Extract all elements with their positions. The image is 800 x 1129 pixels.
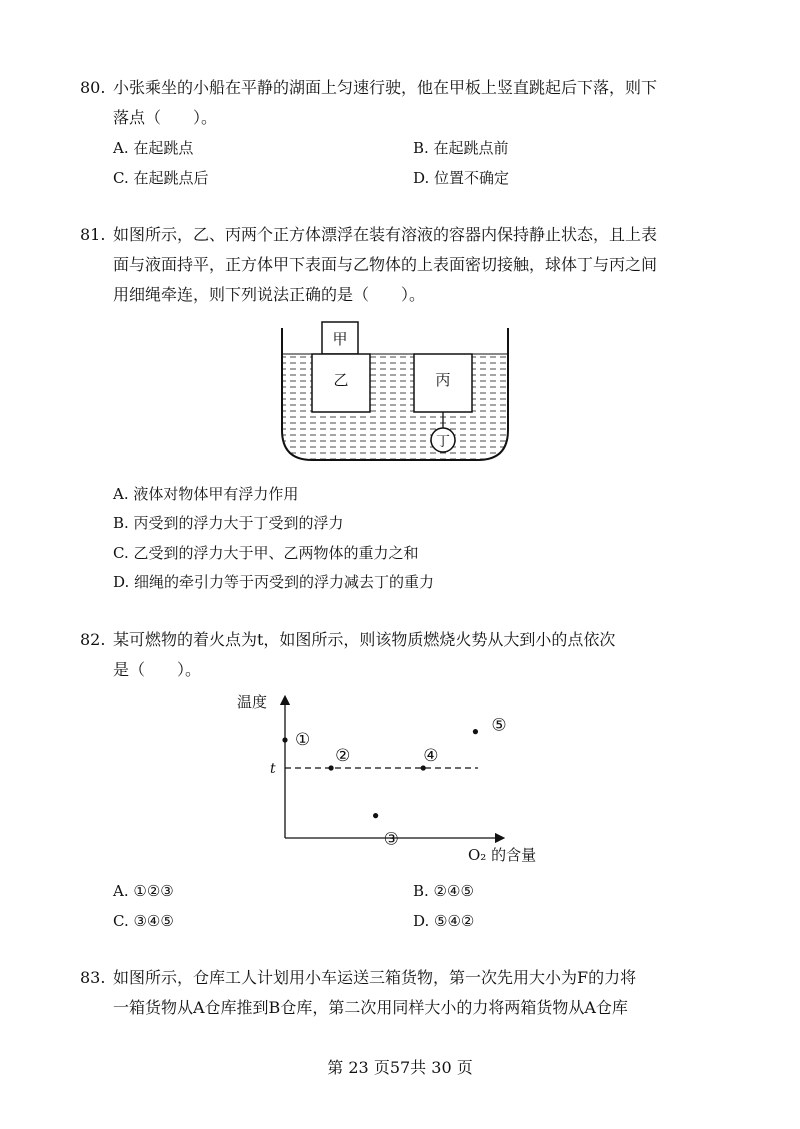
label-ding: 丁 <box>436 434 450 450</box>
question-number: 83. <box>80 968 106 987</box>
question-number: 80. <box>80 78 106 97</box>
question-stem-line: 如图所示，仓库工人计划用小车运送三箱货物，第一次先用大小为F的力将 <box>113 968 637 987</box>
question-stem-line: 面与液面持平，正方体甲下表面与乙物体的上表面密切接触，球体丁与丙之间 <box>113 255 658 274</box>
data-point-label: ⑤ <box>491 715 507 736</box>
question-stem-line: 是（ ）。 <box>113 660 202 679</box>
data-point-label: ④ <box>423 746 439 766</box>
option-b: B. 在起跳点前 <box>413 139 509 157</box>
data-point <box>473 729 478 734</box>
question-stem-line: 小张乘坐的小船在平静的湖面上匀速行驶，他在甲板上竖直跳起后下落，则下 <box>113 78 658 97</box>
option-b: B. ②④⑤ <box>413 882 474 900</box>
data-point <box>328 765 333 770</box>
option-a: A. 液体对物体甲有浮力作用 <box>113 485 299 503</box>
question-stem-line: 落点（ ）。 <box>113 108 218 127</box>
option-c: C. 乙受到的浮力大于甲、乙两物体的重力之和 <box>113 544 419 562</box>
option-d: D. ⑤④② <box>413 912 475 930</box>
data-point-label: ① <box>295 730 311 750</box>
option-a: A. ①②③ <box>113 882 174 900</box>
question-stem-line: 某可燃物的着火点为t，如图所示，则该物质燃烧火势从大到小的点依次 <box>113 630 616 649</box>
option-c: C. 在起跳点后 <box>113 169 209 187</box>
option-d: D. 细绳的牵引力等于丙受到的浮力减去丁的重力 <box>113 573 435 591</box>
y-axis-label: 温度 <box>237 693 268 711</box>
question-number: 81. <box>80 225 106 244</box>
question-stem-line: 一箱货物从A仓库推到B仓库，第二次用同样大小的力将两箱货物从A仓库 <box>113 998 628 1017</box>
ignition-chart <box>230 688 560 868</box>
data-point <box>282 737 287 742</box>
data-point-label: ③ <box>383 829 399 850</box>
floating-cubes-figure <box>270 318 520 468</box>
label-bing: 丙 <box>435 371 451 389</box>
x-axis-label: O₂ 的含量 <box>468 846 537 864</box>
page-number: 第 23 页57共 30 页 <box>327 1058 473 1077</box>
data-point <box>421 765 426 770</box>
threshold-label: t <box>270 761 276 777</box>
question-number: 82. <box>80 630 106 649</box>
page-footer <box>0 1055 800 1078</box>
option-a: A. 在起跳点 <box>113 139 194 157</box>
question-stem-line: 如图所示，乙、丙两个正方体漂浮在装有溶液的容器内保持静止状态，且上表 <box>113 225 658 244</box>
option-c: C. ③④⑤ <box>113 912 174 930</box>
label-yi: 乙 <box>333 371 349 389</box>
data-point <box>373 813 378 818</box>
data-point-label: ② <box>335 746 351 766</box>
label-jia: 甲 <box>332 330 348 348</box>
question-stem-line: 用细绳牵连，则下列说法正确的是（ ）。 <box>113 285 426 304</box>
option-d: D. 位置不确定 <box>413 169 510 187</box>
option-b: B. 丙受到的浮力大于丁受到的浮力 <box>113 514 344 532</box>
